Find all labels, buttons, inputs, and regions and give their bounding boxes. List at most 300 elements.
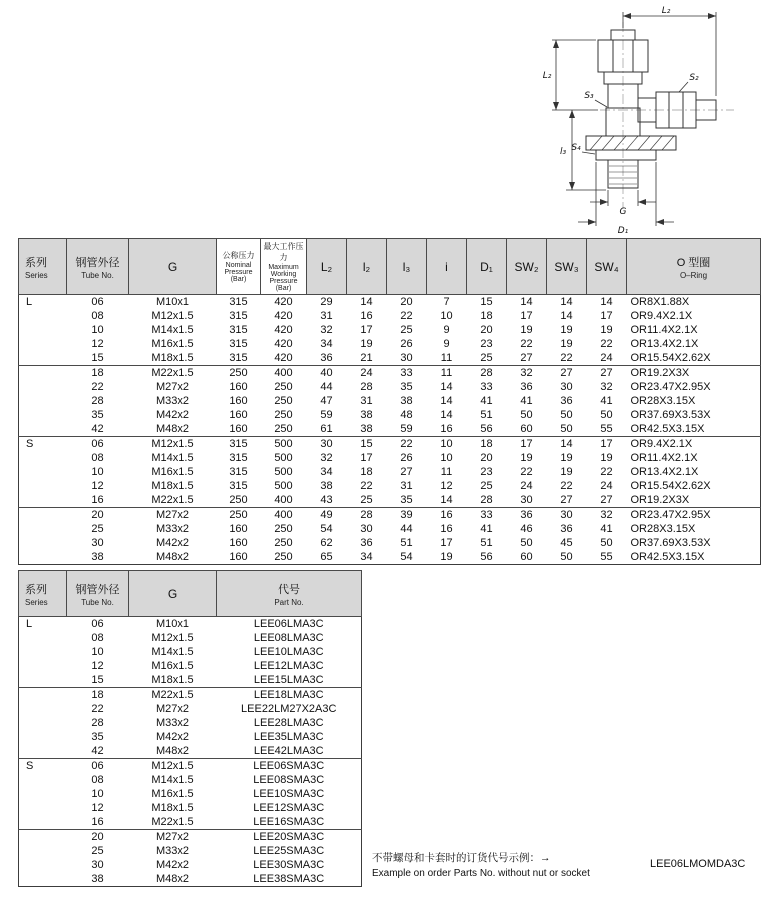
table-row — [19, 844, 362, 858]
cell: OR37.69X3.53X — [630, 409, 711, 421]
cell: 22 — [360, 480, 373, 492]
centerlines — [600, 22, 734, 208]
cell: 48 — [400, 409, 413, 421]
cell: 20 — [67, 508, 129, 523]
cell: 315 — [229, 452, 248, 464]
series-label: L — [26, 296, 33, 308]
part-table-header — [19, 571, 362, 617]
cell: 22 — [91, 703, 104, 715]
cell: 27 — [547, 366, 587, 381]
cell: 18 — [467, 437, 507, 452]
cell: 18 — [480, 310, 493, 322]
cell: 31 — [400, 480, 413, 492]
cell: 35 — [400, 381, 413, 393]
tube-header-zh: 钢管外径 — [75, 256, 120, 269]
cell: 08 — [91, 774, 104, 786]
cell: 08 — [91, 310, 104, 322]
col-header-part-no — [217, 571, 362, 617]
dim-label-s3: S₃ — [584, 91, 594, 101]
cell: 250 — [274, 395, 293, 407]
dim-label-l2-top: L₂ — [661, 6, 671, 16]
cell: 19 — [520, 324, 533, 336]
cell: M16x1.5 — [151, 338, 194, 350]
cell: 19 — [560, 338, 573, 350]
table-row — [19, 702, 362, 716]
cell: 250 — [274, 409, 293, 421]
cell: 15 — [91, 674, 104, 686]
cell: 38 — [91, 873, 104, 885]
col-header-SW3: SW₃ — [547, 239, 587, 295]
cell: 18 — [67, 688, 129, 703]
cell: 40 — [307, 366, 347, 381]
cell: 16 — [427, 508, 467, 523]
col-header-l2: l₂ — [347, 239, 387, 295]
cell: 06 — [67, 437, 129, 452]
cell: 44 — [400, 523, 413, 535]
cell: 41 — [480, 395, 493, 407]
table-row — [19, 673, 362, 688]
cell: 500 — [274, 480, 293, 492]
cell: 22 — [600, 466, 613, 478]
cell: M42x2 — [155, 409, 190, 421]
cell: 32 — [507, 366, 547, 381]
cell: M10x1 — [155, 296, 190, 308]
table-row — [19, 645, 362, 659]
cell: 50 — [560, 423, 573, 435]
cell: 14 — [440, 395, 453, 407]
cell: LEE38SMA3C — [253, 873, 325, 885]
cell: M42x2 — [155, 859, 190, 871]
cell: 28 — [91, 717, 104, 729]
part-no-header-zh: 代号 — [278, 583, 300, 596]
cell: M12x1.5 — [129, 437, 217, 452]
cell: 20 — [480, 324, 493, 336]
cell: 30 — [360, 523, 373, 535]
table-row — [19, 815, 362, 830]
order-example-note-zh: 不带螺母和卡套时的订货代号示例：→ — [372, 852, 551, 864]
cell: 27 — [520, 352, 533, 364]
cell: 32 — [320, 324, 333, 336]
cell: M22x1.5 — [129, 366, 217, 381]
table-row — [19, 493, 761, 508]
cell: 31 — [320, 310, 333, 322]
table-row — [19, 508, 761, 523]
cell: M16x1.5 — [151, 466, 194, 478]
cell: 12 — [91, 480, 104, 492]
col-header-nominal-pressure — [217, 239, 261, 295]
cell: 49 — [307, 508, 347, 523]
cell: 08 — [91, 632, 104, 644]
cell: 41 — [520, 395, 533, 407]
cell: 51 — [480, 409, 493, 421]
cell: 06 — [67, 759, 129, 774]
cell: 19 — [600, 324, 613, 336]
table-row — [19, 366, 761, 381]
cell: 32 — [600, 381, 613, 393]
table-row — [19, 309, 761, 323]
cell: 65 — [320, 551, 333, 563]
cell: 24 — [347, 366, 387, 381]
cell: 38 — [320, 480, 333, 492]
cell: 17 — [600, 310, 613, 322]
cell: LEE12SMA3C — [253, 802, 325, 814]
part-number-table — [18, 570, 362, 887]
table-row — [19, 617, 362, 632]
max-pressure-zh: 最大工作压力 — [263, 242, 304, 262]
cell: 34 — [320, 338, 333, 350]
cell: 15 — [480, 296, 493, 308]
cell: 160 — [229, 537, 248, 549]
cell: 35 — [91, 409, 104, 421]
cell: 22 — [520, 338, 533, 350]
cell: 36 — [520, 381, 533, 393]
cell: 36 — [560, 395, 573, 407]
cell: LEE22LM27X2A3C — [241, 703, 337, 715]
cell: 25 — [91, 845, 104, 857]
cell: 39 — [387, 508, 427, 523]
part-no-header-en: Part No. — [274, 597, 304, 607]
col-header-SW2: SW₂ — [507, 239, 547, 295]
tube-header-en: Tube No. — [81, 597, 114, 607]
cell: M48x2 — [155, 551, 190, 563]
cell: 19 — [520, 452, 533, 464]
table-row — [19, 659, 362, 673]
cell: 59 — [320, 409, 333, 421]
cell: 17 — [587, 437, 627, 452]
cell: M10x1 — [155, 618, 190, 630]
cell: 41 — [600, 523, 613, 535]
cell: 19 — [360, 338, 373, 350]
cell: 32 — [320, 452, 333, 464]
cell: OR9.4X2.1X — [630, 310, 693, 322]
cell: 14 — [600, 296, 613, 308]
series-header-en: Series — [25, 270, 48, 280]
cell: 31 — [360, 395, 373, 407]
cell: 400 — [261, 366, 307, 381]
cell: M22x1.5 — [151, 816, 194, 828]
cell: 11 — [440, 466, 453, 478]
cell: OR11.4X2.1X — [630, 452, 698, 464]
cell: 59 — [400, 423, 413, 435]
cell: 30 — [560, 381, 573, 393]
col-header-tube — [67, 571, 129, 617]
cell: 55 — [600, 423, 613, 435]
cell: M12x1.5 — [151, 632, 194, 644]
col-header-D1: D₁ — [467, 239, 507, 295]
cell: 30 — [400, 352, 413, 364]
cell: 33 — [467, 508, 507, 523]
tube-header-en: Tube No. — [81, 270, 114, 280]
cell: 14 — [440, 381, 453, 393]
cell: 41 — [480, 523, 493, 535]
cell: 28 — [91, 395, 104, 407]
cell: 36 — [360, 537, 373, 549]
table-row — [19, 730, 362, 744]
cell: 50 — [520, 537, 533, 549]
cell: 250 — [274, 423, 293, 435]
cell: 60 — [520, 423, 533, 435]
cell: 10 — [91, 324, 104, 336]
cell: 20 — [400, 296, 413, 308]
cell: 34 — [320, 466, 333, 478]
fitting-technical-drawing — [538, 2, 773, 234]
cell: 14 — [520, 296, 533, 308]
cell: 160 — [229, 395, 248, 407]
cell: 51 — [480, 537, 493, 549]
cell: 50 — [560, 551, 573, 563]
cell: 30 — [547, 508, 587, 523]
cell: LEE28LMA3C — [253, 717, 324, 729]
cell: M33x2 — [155, 395, 190, 407]
cell: 12 — [91, 802, 104, 814]
cell: 315 — [217, 437, 261, 452]
cell: OR11.4X2.1X — [630, 324, 698, 336]
cell: 54 — [320, 523, 333, 535]
cell: M27x2 — [129, 508, 217, 523]
cell: 20 — [480, 452, 493, 464]
cell: 36 — [560, 523, 573, 535]
cell: 500 — [274, 452, 293, 464]
cell: 250 — [274, 537, 293, 549]
cell: 24 — [520, 480, 533, 492]
table-row — [19, 872, 362, 887]
dim-label-l2-left: L₂ — [542, 71, 552, 81]
col-header-series — [19, 571, 67, 617]
cell: M27x2 — [155, 703, 190, 715]
cell: 29 — [320, 296, 333, 308]
table-row — [19, 716, 362, 730]
cell: LEE18LMA3C — [217, 688, 362, 703]
cell: M27x2 — [155, 381, 190, 393]
cell: OR19.2X3X — [627, 366, 761, 381]
cell: OR15.54X2.62X — [630, 352, 711, 364]
col-header-L2: L₂ — [307, 239, 347, 295]
cell: OR9.4X2.1X — [627, 437, 761, 452]
cell: LEE08LMA3C — [253, 632, 324, 644]
dim-label-d1: D₁ — [617, 226, 629, 234]
cell: 27 — [560, 494, 573, 506]
cell: 160 — [229, 381, 248, 393]
cell: LEE16SMA3C — [253, 816, 325, 828]
table-row — [19, 408, 761, 422]
max-pressure-en: Maximum Working Pressure (Bar) — [268, 264, 299, 292]
cell: 500 — [261, 437, 307, 452]
cell: 12 — [440, 480, 453, 492]
dimension-table-header — [19, 239, 761, 295]
col-header-SW4: SW₄ — [587, 239, 627, 295]
series-label: S — [19, 759, 67, 830]
cell: 10 — [440, 452, 453, 464]
cell: M12x1.5 — [151, 310, 194, 322]
fitting-outline — [586, 30, 716, 188]
cell: 250 — [217, 366, 261, 381]
cell: LEE35LMA3C — [253, 731, 324, 743]
cell: OR28X3.15X — [630, 523, 696, 535]
table-row — [19, 465, 761, 479]
tube-header-zh: 钢管外径 — [75, 583, 120, 596]
table-row — [19, 479, 761, 493]
series-label — [19, 830, 67, 887]
cell: 35 — [400, 494, 413, 506]
order-example-code: LEE06LMOMDA3C — [650, 858, 746, 870]
series-label: S — [19, 437, 67, 508]
cell: 10 — [440, 310, 453, 322]
cell: OR15.54X2.62X — [630, 480, 711, 492]
table-row — [19, 351, 761, 366]
cell: M22x1.5 — [129, 688, 217, 703]
cell: M42x2 — [155, 731, 190, 743]
table-row — [19, 337, 761, 351]
cell: 41 — [600, 395, 613, 407]
dimension-table — [18, 238, 761, 565]
table-row — [19, 858, 362, 872]
cell: 420 — [274, 296, 293, 308]
cell: 22 — [520, 466, 533, 478]
cell: 14 — [547, 437, 587, 452]
cell: 420 — [274, 324, 293, 336]
cell: 10 — [91, 466, 104, 478]
cell: OR19.2X3X — [630, 494, 690, 506]
cell: 26 — [400, 452, 413, 464]
cell: 500 — [274, 466, 293, 478]
cell: 25 — [480, 480, 493, 492]
cell: 56 — [480, 423, 493, 435]
cell: 315 — [229, 466, 248, 478]
part-table-body — [19, 617, 362, 887]
dimension-lines — [552, 12, 716, 226]
cell: 17 — [440, 537, 453, 549]
cell: 250 — [229, 494, 248, 506]
cell: LEE12LMA3C — [253, 660, 324, 672]
table-row — [19, 422, 761, 437]
cell: 24 — [600, 352, 613, 364]
cell: 44 — [320, 381, 333, 393]
dim-label-s2: S₂ — [689, 73, 699, 83]
cell: 22 — [560, 352, 573, 364]
cell: 160 — [229, 409, 248, 421]
cell: 60 — [520, 551, 533, 563]
order-example-note-en: Example on order Parts No. without nut or socket — [372, 868, 590, 879]
cell: 36 — [507, 508, 547, 523]
cell: M48x2 — [155, 745, 190, 757]
oring-header-en: O–Ring — [679, 270, 708, 280]
cell: M33x2 — [155, 717, 190, 729]
cell: 25 — [360, 494, 373, 506]
cell: 33 — [387, 366, 427, 381]
cell: M48x2 — [155, 423, 190, 435]
cell: 250 — [217, 508, 261, 523]
cell: 160 — [229, 551, 248, 563]
cell: 11 — [427, 366, 467, 381]
cell: 25 — [91, 523, 104, 535]
cell: M16x1.5 — [151, 788, 194, 800]
cell: 315 — [229, 310, 248, 322]
cell: 54 — [400, 551, 413, 563]
cell: M22x1.5 — [151, 494, 194, 506]
cell: 18 — [360, 466, 373, 478]
cell: 42 — [91, 423, 104, 435]
cell: M27x2 — [129, 830, 217, 845]
cell: 26 — [400, 338, 413, 350]
series-header-zh: 系列 — [25, 583, 47, 596]
dim-label-g: G — [619, 207, 627, 217]
col-header-l3: l₃ — [387, 239, 427, 295]
cell: OR13.4X2.1X — [630, 466, 699, 478]
cell: 27 — [600, 494, 613, 506]
cell: LEE15LMA3C — [253, 674, 324, 686]
cell: 16 — [91, 494, 104, 506]
cell: 27 — [400, 466, 413, 478]
order-example-note — [372, 850, 590, 879]
series-label — [19, 508, 67, 565]
cell: 50 — [600, 537, 613, 549]
table-row — [19, 295, 761, 310]
cell: M18x1.5 — [151, 480, 194, 492]
cell: 28 — [467, 366, 507, 381]
cell: 14 — [560, 310, 573, 322]
cell: LEE30SMA3C — [253, 859, 325, 871]
cell: 17 — [360, 452, 373, 464]
cell: 42 — [91, 745, 104, 757]
cell: 34 — [360, 551, 373, 563]
cell: 30 — [520, 494, 533, 506]
nominal-pressure-en: Nominal Pressure (Bar) — [224, 262, 253, 283]
cell: M14x1.5 — [151, 324, 194, 336]
cell: OR42.5X3.15X — [630, 423, 705, 435]
cell: 25 — [400, 324, 413, 336]
cell: LEE25SMA3C — [253, 845, 325, 857]
cell: M33x2 — [155, 845, 190, 857]
table-row — [19, 522, 761, 536]
cell: 23 — [480, 466, 493, 478]
table-row — [19, 323, 761, 337]
cell: 11 — [440, 352, 453, 364]
cell: 22 — [560, 480, 573, 492]
cell: 06 — [91, 618, 104, 630]
nominal-pressure-zh: 公称压力 — [222, 251, 255, 260]
cell: 28 — [480, 494, 493, 506]
col-header-thread: G — [129, 239, 217, 295]
cell: M18x1.5 — [151, 674, 194, 686]
cell: 38 — [360, 423, 373, 435]
cell: 51 — [400, 537, 413, 549]
cell: 315 — [229, 338, 248, 350]
table-row — [19, 773, 362, 787]
cell: 25 — [480, 352, 493, 364]
cell: 10 — [427, 437, 467, 452]
col-header-oring — [627, 239, 761, 295]
cell: 33 — [480, 381, 493, 393]
series-label — [19, 366, 67, 437]
cell: 38 — [400, 395, 413, 407]
cell: 14 — [440, 494, 453, 506]
cell: 20 — [67, 830, 129, 845]
cell: 16 — [440, 523, 453, 535]
cell: M16x1.5 — [151, 660, 194, 672]
cell: 10 — [91, 646, 104, 658]
cell: OR28X3.15X — [630, 395, 696, 407]
cell: 7 — [443, 296, 450, 308]
col-header-tube — [67, 239, 129, 295]
cell: 9 — [443, 324, 450, 336]
cell: 55 — [600, 551, 613, 563]
cell: 30 — [91, 859, 104, 871]
cell: OR13.4X2.1X — [630, 338, 699, 350]
cell: 23 — [480, 338, 493, 350]
cell: OR23.47X2.95X — [627, 508, 761, 523]
cell: 35 — [91, 731, 104, 743]
dimension-table-body — [19, 295, 761, 565]
